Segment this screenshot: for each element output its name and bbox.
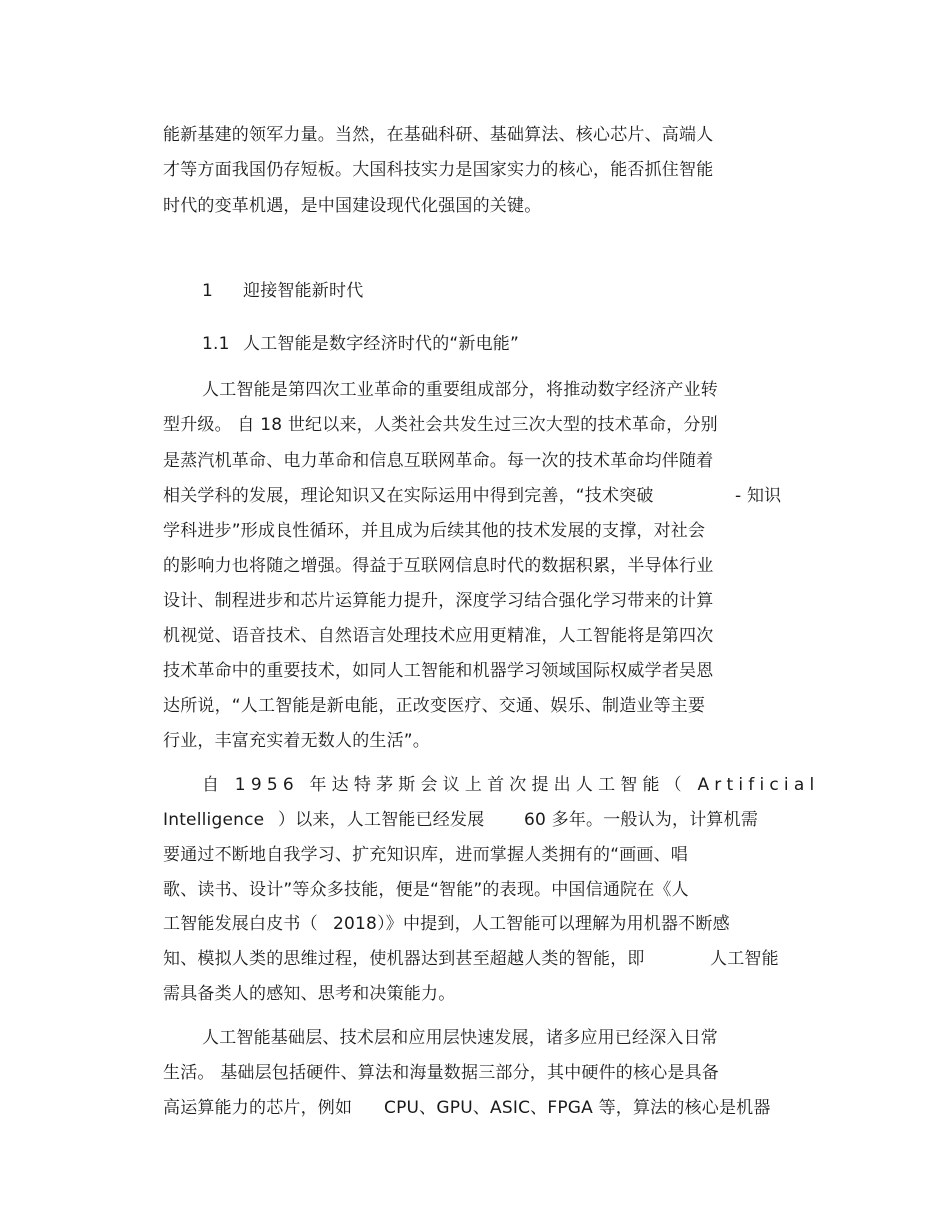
para3-line-2: 生活。 基础层包括硬件、算法和海量数据三部分，其中硬件的核心是具备 — [163, 1063, 720, 1083]
para2-line-2-a: Intelligence — [163, 810, 265, 830]
para1-line-10: 达所说，“人工智能是新电能，正改变医疗、交通、娱乐、制造业等主要 — [163, 696, 706, 716]
para2-line-6-b: 人工智能 — [710, 949, 779, 969]
heading-2-title: 人工智能是数字经济时代的“新电能” — [243, 334, 520, 354]
para3-line-3-b: CPU、GPU、ASIC、FPGA 等，算法的核心是机器 — [384, 1098, 771, 1118]
intro-line-1: 能新基建的领军力量。当然，在基础科研、基础算法、核心芯片、高端人 — [163, 125, 714, 145]
para1-line-4-tail: - 知识 — [735, 486, 782, 506]
heading-1-number: 1 — [202, 281, 214, 301]
para1-line-4: 相关学科的发展，理论知识又在实际运用中得到完善，“技术突破 — [163, 486, 654, 506]
para1-line-7: 设计、制程进步和芯片运算能力提升，深度学习结合强化学习带来的计算 — [163, 591, 714, 611]
para1-line-2: 型升级。 自 18 世纪以来，人类社会共发生过三次大型的技术革命，分别 — [163, 415, 718, 435]
para1-line-11: 行业，丰富充实着无数人的生活”。 — [163, 731, 431, 751]
para2-line-2-b: ）以来，人工智能已经发展 — [278, 810, 485, 830]
para1-line-5: 学科进步”形成良性循环，并且成为后续其他的技术发展的支撑，对社会 — [163, 521, 706, 541]
para2-line-6-a: 知、模拟人类的思维过程，使机器达到甚至超越人类的智能，即 — [163, 949, 645, 969]
intro-line-2: 才等方面我国仍存短板。大国科技实力是国家实力的核心，能否抓住智能 — [163, 160, 714, 180]
para2-line-4: 歌、读书、设计”等众多技能，便是“智能”的表现。中国信通院在《人 — [163, 880, 689, 900]
para1-line-9: 技术革命中的重要技术，如同人工智能和机器学习领域国际权威学者吴恩 — [163, 661, 714, 681]
para3-line-1: 人工智能基础层、技术层和应用层快速发展，诸多应用已经深入日常 — [202, 1028, 718, 1048]
para3-line-3-a: 高运算能力的芯片，例如 — [163, 1098, 353, 1118]
para2-line-7: 需具备类人的感知、思考和决策能力。 — [163, 984, 456, 1004]
para2-line-1: 自 1956 年达特茅斯会议上首次提出人工智能（ Artificial — [202, 775, 820, 795]
para1-line-6: 的影响力也将随之增强。得益于互联网信息时代的数据积累，半导体行业 — [163, 556, 714, 576]
para1-line-3: 是蒸汽机革命、电力革命和信息互联网革命。每一次的技术革命均伴随着 — [163, 451, 714, 471]
para2-line-3: 要通过不断地自我学习、扩充知识库，进而掌握人类拥有的“画画、唱 — [163, 845, 689, 865]
para1-line-8: 机视觉、语音技术、自然语言处理技术应用更精准，人工智能将是第四次 — [163, 626, 714, 646]
para1-line-1: 人工智能是第四次工业革命的重要组成部分，将推动数字经济产业转 — [202, 380, 718, 400]
intro-line-3: 时代的变革机遇，是中国建设现代化强国的关键。 — [163, 196, 542, 216]
heading-1-title: 迎接智能新时代 — [243, 281, 364, 301]
heading-2-number: 1.1 — [202, 334, 230, 354]
para2-line-5-a: 工智能发展白皮书（ — [163, 914, 318, 934]
para2-line-2-c: 60 多年。一般认为，计算机需 — [524, 810, 759, 830]
para2-line-5-b: 2018）》中提到，人工智能可以理解为用机器不断感 — [333, 914, 730, 934]
